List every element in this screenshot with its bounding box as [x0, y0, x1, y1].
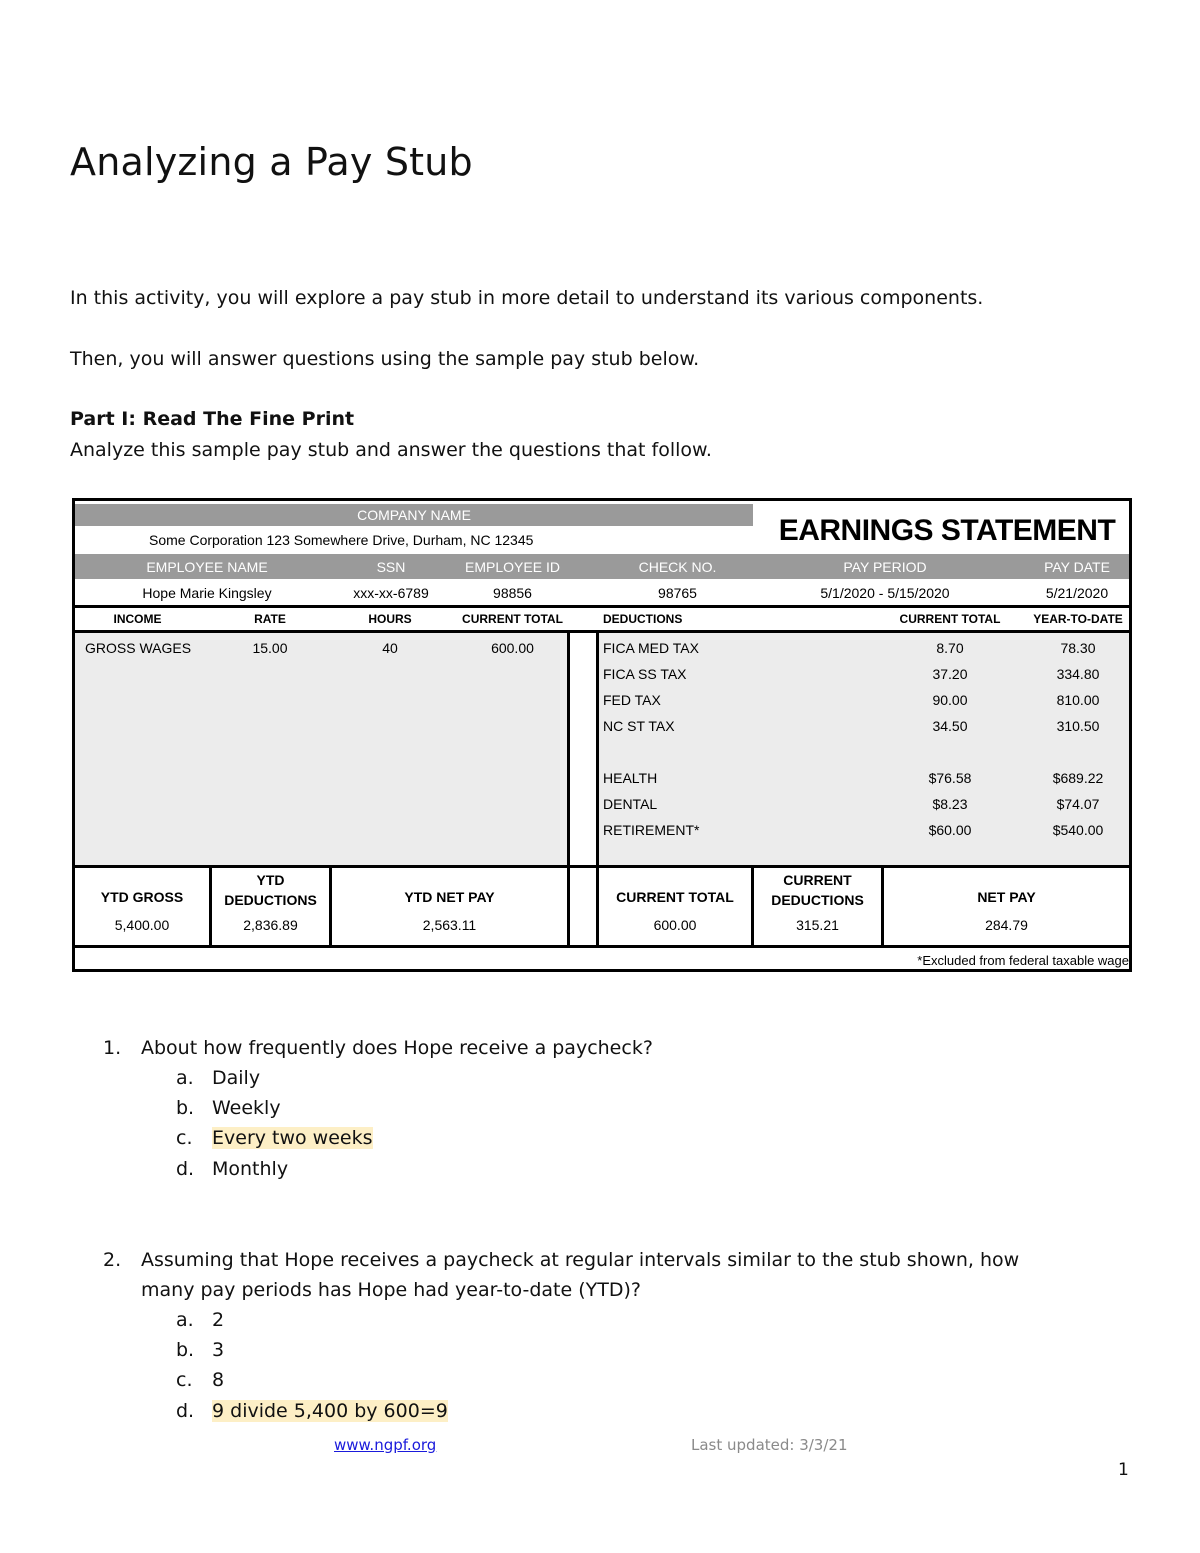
employee-id-header: EMPLOYEE ID	[465, 558, 560, 575]
deduction-label: NC ST TAX	[603, 718, 675, 734]
option-letter: b.	[176, 1339, 195, 1361]
check-no-value: 98765	[658, 584, 697, 601]
employee-id-value: 98856	[493, 584, 532, 601]
deduction-ytd: $540.00	[1052, 822, 1104, 838]
deduction-label: FICA SS TAX	[603, 666, 687, 682]
option-text: Weekly	[212, 1097, 281, 1119]
employee-name-value: Hope Marie Kingsley	[142, 584, 272, 601]
deduction-current: 90.00	[932, 692, 968, 708]
hours-col-header: HOURS	[368, 612, 412, 626]
ytd-col-header: YEAR-TO-DATE	[1033, 612, 1123, 626]
option-letter: d.	[176, 1400, 195, 1422]
pay-period-header: PAY PERIOD	[843, 558, 927, 575]
highlighted-answer: 9 divide 5,400 by 600=9	[212, 1400, 448, 1422]
stub-footnote: *Excluded from federal taxable wage	[917, 952, 1129, 968]
deduction-label: FICA MED TAX	[603, 640, 699, 656]
deductions-current-total-col-header: CURRENT TOTAL	[899, 612, 1001, 626]
deduction-ytd: $74.07	[1056, 796, 1100, 812]
ytd-deductions-label-2: DEDUCTIONS	[224, 891, 317, 908]
deduction-ytd: 78.30	[1060, 640, 1096, 656]
ytd-net-pay-value: 2,563.11	[422, 917, 477, 933]
deduction-current: $76.58	[928, 770, 972, 786]
current-deductions-value: 315.21	[796, 917, 839, 933]
income-hours: 40	[382, 640, 398, 656]
income-rate: 15.00	[252, 640, 288, 656]
option-text: Monthly	[212, 1158, 289, 1180]
deduction-ytd: 310.50	[1056, 718, 1100, 734]
page-title: Analyzing a Pay Stub	[70, 140, 473, 184]
income-current-total-col-header: CURRENT TOTAL	[462, 612, 563, 626]
pay-date-value: 5/21/2020	[1045, 584, 1109, 601]
current-deductions-label-1: CURRENT	[783, 871, 852, 888]
income-col-header: INCOME	[113, 612, 162, 626]
question-text-line-2: many pay periods has Hope had year-to-date (YTD)?	[141, 1279, 641, 1301]
option-text: 2	[212, 1309, 225, 1331]
ytd-deductions-value: 2,836.89	[243, 917, 298, 933]
option-text: Daily	[212, 1067, 261, 1089]
part-1-heading: Part I: Read The Fine Print	[70, 408, 355, 430]
option-letter: c.	[176, 1127, 193, 1149]
option-letter: b.	[176, 1097, 195, 1119]
pay-date-header: PAY DATE	[1044, 558, 1110, 575]
option-letter: c.	[176, 1369, 193, 1391]
deduction-ytd: 334.80	[1056, 666, 1100, 682]
employee-name-header: EMPLOYEE NAME	[146, 558, 268, 575]
income-current-total: 600.00	[491, 640, 534, 656]
intro-paragraph-1: In this activity, you will explore a pay stub in more detail to understand its various components.	[70, 287, 984, 309]
earnings-statement-title: EARNINGS STATEMENT	[778, 514, 1116, 547]
ytd-gross-value: 5,400.00	[114, 917, 170, 933]
deduction-ytd: $689.22	[1052, 770, 1104, 786]
ssn-header: SSN	[376, 558, 406, 575]
highlighted-answer: Every two weeks	[212, 1127, 373, 1149]
income-label: GROSS WAGES	[85, 640, 192, 656]
deduction-current: 37.20	[932, 666, 968, 682]
option-letter: a.	[176, 1067, 194, 1089]
ytd-gross-label: YTD GROSS	[100, 888, 184, 905]
deduction-label: DENTAL	[603, 796, 658, 812]
option-letter: a.	[176, 1309, 194, 1331]
deduction-label: HEALTH	[603, 770, 658, 786]
check-no-header: CHECK NO.	[638, 558, 717, 575]
company-address: Some Corporation 123 Somewhere Drive, Durham, NC 12345	[149, 532, 534, 548]
question-text: About how frequently does Hope receive a paycheck?	[141, 1037, 653, 1059]
deduction-label: RETIREMENT*	[603, 822, 700, 838]
option-text: 8	[212, 1369, 225, 1391]
summary-current-total-value: 600.00	[653, 917, 697, 933]
deduction-label: FED TAX	[603, 692, 661, 708]
option-letter: d.	[176, 1158, 195, 1180]
deduction-current: $60.00	[928, 822, 972, 838]
deductions-col-header: DEDUCTIONS	[603, 612, 683, 626]
option-text: 3	[212, 1339, 225, 1361]
income-panel	[75, 633, 567, 866]
company-name-label: COMPANY NAME	[357, 507, 471, 523]
deduction-current: 34.50	[932, 718, 968, 734]
ytd-deductions-label-1: YTD	[256, 871, 285, 888]
ngpf-link[interactable]: www.ngpf.org	[334, 1436, 437, 1454]
deduction-ytd: 810.00	[1056, 692, 1100, 708]
divider	[75, 945, 1129, 948]
ytd-net-pay-label: YTD NET PAY	[404, 888, 495, 905]
pay-period-value: 5/1/2020 - 5/15/2020	[820, 584, 950, 601]
divider	[567, 630, 570, 946]
rate-col-header: RATE	[254, 612, 286, 626]
last-updated: Last updated: 3/3/21	[691, 1436, 848, 1454]
question-text-line-1: Assuming that Hope receives a paycheck at regular intervals similar to the stub shown, how	[141, 1249, 1020, 1271]
intro-paragraph-2: Then, you will answer questions using the sample pay stub below.	[70, 348, 700, 370]
question-number: 2.	[103, 1249, 122, 1271]
page-number: 1	[1118, 1460, 1129, 1480]
divider	[75, 865, 1129, 868]
pay-stub	[72, 498, 1132, 972]
question-number: 1.	[103, 1037, 122, 1059]
summary-current-total-label: CURRENT TOTAL	[616, 888, 734, 905]
deduction-current: 8.70	[936, 640, 964, 656]
ssn-value: xxx-xx-6789	[353, 584, 429, 601]
net-pay-value: 284.79	[985, 917, 1028, 933]
net-pay-label: NET PAY	[977, 888, 1036, 905]
current-deductions-label-2: DEDUCTIONS	[771, 891, 864, 908]
deduction-current: $8.23	[932, 796, 968, 812]
part-1-subtitle: Analyze this sample pay stub and answer the questions that follow.	[70, 439, 712, 461]
